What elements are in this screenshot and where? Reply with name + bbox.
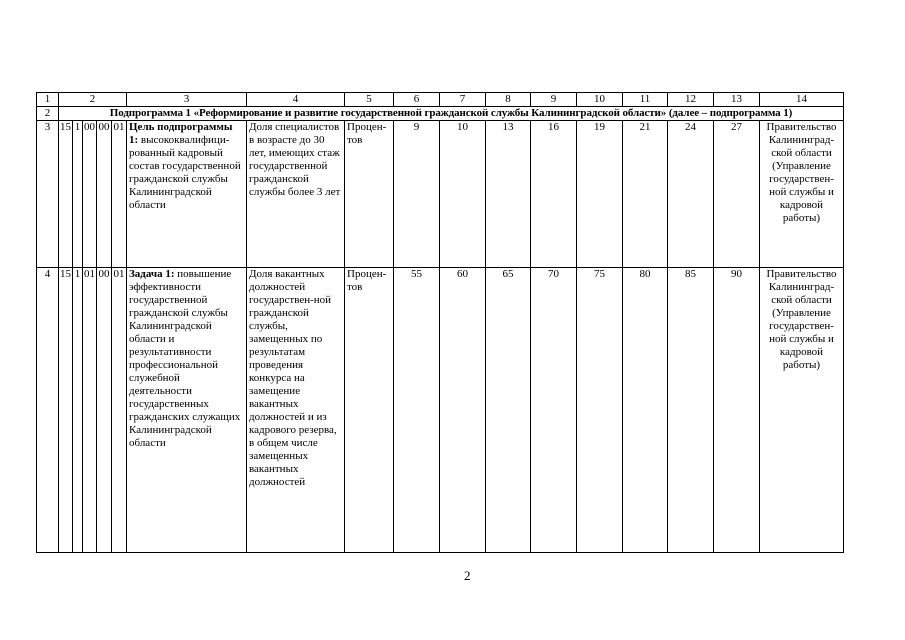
value-cell: 65: [486, 268, 531, 553]
column-header: 8: [486, 93, 531, 107]
column-header: 2: [59, 93, 127, 107]
goal-label: Цель подпрограммы 1:: [129, 121, 233, 146]
indicator-cell: Доля вакантных должностей государствен-ной гражданской службы, замещенных по результатам проведения конкурса на замещение вакантных должностей и из кадрового резерва, в общем числе замещенных вакантных должностей: [247, 268, 345, 553]
value-cell: 27: [714, 121, 760, 268]
column-header: 10: [577, 93, 623, 107]
task-text: повышение эффективности государственной гражданской службы Калининградской области и результативности профессиональной служебной деятельности государственных гражданских служащих Калининградской области: [129, 268, 241, 449]
code-cell: 01: [83, 268, 97, 553]
table-row: [37, 121, 844, 268]
value-cell: 13: [486, 121, 531, 268]
code-cell: 1: [73, 268, 83, 553]
code-cell: 01: [112, 268, 127, 553]
column-header: 3: [127, 93, 247, 107]
goal-cell: [127, 121, 247, 268]
column-header: 9: [531, 93, 577, 107]
page-number: 2: [464, 568, 471, 583]
column-header: 7: [440, 93, 486, 107]
value-cell: 16: [531, 121, 577, 268]
task-cell: [127, 268, 247, 553]
row-number: 2: [37, 107, 59, 121]
code-cell: 1: [73, 121, 83, 268]
column-header: 12: [668, 93, 714, 107]
value-cell: 80: [623, 268, 668, 553]
value-cell: 70: [531, 268, 577, 553]
code-cell: 15: [59, 268, 73, 553]
table-row: [37, 268, 844, 553]
column-header: 5: [345, 93, 394, 107]
code-cell: 00: [97, 121, 112, 268]
code-cell: 01: [112, 121, 127, 268]
value-cell: 21: [623, 121, 668, 268]
code-cell: 15: [59, 121, 73, 268]
value-cell: 60: [440, 268, 486, 553]
value-cell: 85: [668, 268, 714, 553]
task-label: Задача 1:: [129, 268, 175, 280]
value-cell: 10: [440, 121, 486, 268]
code-cell: 00: [83, 121, 97, 268]
responsible-cell: Правительство Калининград-ской области (Управление государствен-ной службы и кадровой работы): [760, 121, 844, 268]
column-header: 1: [37, 93, 59, 107]
value-cell: 90: [714, 268, 760, 553]
value-cell: 9: [394, 121, 440, 268]
column-header: 14: [760, 93, 844, 107]
column-header: 4: [247, 93, 345, 107]
row-number: 3: [37, 121, 59, 268]
code-cell: 00: [97, 268, 112, 553]
unit-cell: Процен-тов: [345, 268, 394, 553]
row-number: 4: [37, 268, 59, 553]
value-cell: 24: [668, 121, 714, 268]
goal-text: высококвалифици-рованный кадровый состав государственной гражданской службы Калининградской области: [129, 134, 241, 211]
column-header: 13: [714, 93, 760, 107]
indicator-cell: Доля специалистов в возрасте до 30 лет, имеющих стаж государственной гражданской службы более 3 лет: [247, 121, 345, 268]
value-cell: 75: [577, 268, 623, 553]
column-header: 6: [394, 93, 440, 107]
column-header: 11: [623, 93, 668, 107]
unit-cell: Процен-тов: [345, 121, 394, 268]
indicators-table: [36, 92, 844, 553]
column-number-row: [37, 93, 844, 107]
value-cell: 19: [577, 121, 623, 268]
subprogram-title: Подпрограмма 1 «Реформирование и развитие государственной гражданской службы Калининградской области» (далее – подпрограмма 1): [59, 107, 844, 121]
subprogram-title-row: [37, 107, 844, 121]
responsible-cell: Правительство Калининград-ской области (Управление государствен-ной службы и кадровой работы): [760, 268, 844, 553]
value-cell: 55: [394, 268, 440, 553]
